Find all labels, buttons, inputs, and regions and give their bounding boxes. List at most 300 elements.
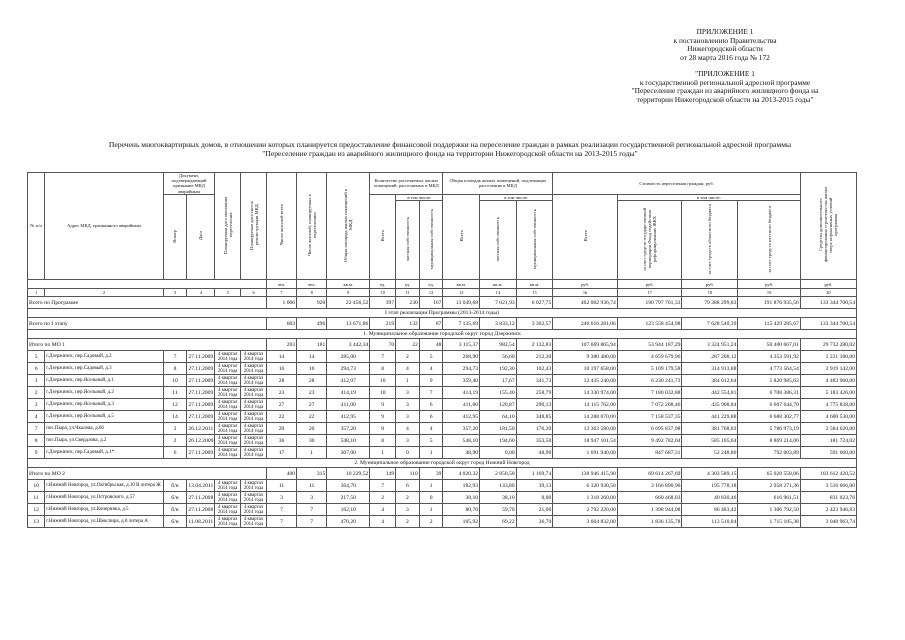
- row-planned-end: 4 квартал 2014 года: [215, 504, 241, 516]
- row-planned-demolition: 4 квартал 2014 года: [241, 423, 267, 435]
- program-total-row-value: 397: [370, 297, 396, 309]
- row-value: 195 778,18: [682, 480, 738, 492]
- row-doc-number: б/н: [163, 516, 187, 528]
- row-planned-demolition: 4 квартал 2014 года: [241, 363, 267, 375]
- row-value: 21,00: [516, 504, 553, 516]
- header-doc-number: Номер: [163, 194, 187, 279]
- header-area-private: частная собственность: [480, 201, 517, 280]
- row-planned-demolition: 4 квартал 2014 года: [241, 480, 267, 492]
- row-value: 217,50: [327, 492, 370, 504]
- row-value: 357,20: [327, 423, 370, 435]
- row-value: 3: [396, 387, 420, 399]
- row-value: 2: [396, 492, 420, 504]
- row-value: 48,90: [443, 447, 480, 459]
- row-value: 0,00: [480, 447, 517, 459]
- row-value: 7: [266, 504, 296, 516]
- mo1-total-row-value: 203: [266, 339, 296, 351]
- mo1-total-row-value: 982,54: [480, 339, 517, 351]
- row-value: 8 869 214,06: [738, 435, 800, 447]
- row-value: 5: [419, 435, 443, 447]
- row-value: 2: [396, 351, 420, 363]
- table-header: [28, 173, 857, 297]
- row-value: 20: [297, 423, 327, 435]
- mo2-title-row-title: 2. Муниципальное образование городской округ город Нижний Новгород: [28, 459, 857, 468]
- row-address: г.Нижний Новгород, ул.Островского, д.57: [45, 492, 163, 504]
- row-value: 8: [370, 435, 396, 447]
- row-number: 12: [28, 504, 45, 516]
- stage1-total-row-value: 603: [266, 318, 296, 330]
- row-value: 314 913,88: [682, 363, 738, 375]
- row-value: 1: [419, 480, 443, 492]
- row-value: 14: [297, 351, 327, 363]
- stage1-total-row-value: 7 628 540,39: [682, 318, 738, 330]
- row-planned-demolition: 4 квартал 2014 года: [241, 351, 267, 363]
- row-address: г.Нижний Новгород, ул.Октябрьская, д.10 В литера Ж: [45, 480, 163, 492]
- row-number: 4: [28, 411, 45, 423]
- row-value: 6 695 837,98: [617, 423, 682, 435]
- row-value: 7: [297, 516, 327, 528]
- row-value: 9: [370, 411, 396, 423]
- mo1-total-row: [28, 339, 857, 351]
- row-value: 7: [266, 516, 296, 528]
- row-value: 6: [419, 399, 443, 411]
- row-value: 4 773 564,54: [738, 363, 800, 375]
- row-value: 287 208,12: [682, 351, 738, 363]
- stage1-total-row-value: 246 616 281,06: [553, 318, 618, 330]
- row-address: г.Дзержинск, пер.Ясельный, д.3: [45, 399, 163, 411]
- row-value: 285,00: [327, 351, 370, 363]
- mo2-total-row-value: 69 614 267,69: [617, 468, 682, 480]
- column-index-cell: 14: [480, 289, 517, 297]
- row-planned-demolition: 4 квартал 2014 года: [241, 504, 267, 516]
- unit-cell: ед.: [370, 280, 396, 289]
- annex-top-line2: Нижегородской области: [687, 44, 763, 54]
- stage-title-row: [28, 309, 857, 318]
- program-total-row-value: 191 876 935,56: [738, 297, 800, 309]
- header-area-including: в том числе:: [480, 194, 553, 200]
- row-value: 64,10: [480, 411, 517, 423]
- row-value: 412,95: [327, 411, 370, 423]
- row-value: 2 423 946,83: [800, 504, 856, 516]
- row-address: г.Нижний Новгород, ул.Шекспира, д.8 литера А: [45, 516, 163, 528]
- mo1-total-row-value: 3 115,37: [443, 339, 480, 351]
- row-value: 268,90: [443, 351, 480, 363]
- column-index-cell: 1: [28, 289, 45, 297]
- row-doc-date: 26.12.2011: [187, 423, 215, 435]
- row-value: 22: [297, 411, 327, 423]
- row-value: 831 023,76: [800, 492, 856, 504]
- row-value: 3: [396, 435, 420, 447]
- row-value: 7 180 032,88: [617, 387, 682, 399]
- header-funds-group: Стоимость переселения граждан, руб.: [553, 173, 801, 195]
- mo1-title-row-title: 1. Муниципальное образование городской округ город Дзержинск: [28, 330, 857, 339]
- row-number: 7: [28, 423, 45, 435]
- row-doc-date: 27.11.2008: [187, 504, 215, 516]
- column-index-cell: 2: [45, 289, 163, 297]
- mo1-total-row-value: 3 442,34: [327, 339, 370, 351]
- stage-title-row-title: I этап реализации Программы (2013-2014 годы): [28, 309, 857, 318]
- program-total-row-value: 79 388 299,83: [682, 297, 738, 309]
- row-value: 38,10: [480, 492, 517, 504]
- row-doc-number: 8: [163, 363, 187, 375]
- header-residents-total: Число жителей всего: [266, 173, 296, 280]
- row-value: 1: [370, 447, 396, 459]
- row-value: 14 115 762,00: [553, 399, 618, 411]
- column-index-cell: 19: [738, 289, 800, 297]
- mo2-title-row: [28, 459, 857, 468]
- row-value: 120,87: [480, 399, 517, 411]
- row-value: 5 786 973,19: [738, 423, 800, 435]
- mo2-total-row-value: 138 946 415,90: [553, 468, 618, 480]
- column-index-cell: 20: [800, 289, 856, 297]
- row-doc-date: 26.12.2009: [187, 435, 215, 447]
- row-value: 9: [370, 399, 396, 411]
- column-index-cell: 17: [617, 289, 682, 297]
- row-value: 384 012,64: [682, 375, 738, 387]
- row-doc-date: 27.11.2009: [187, 351, 215, 363]
- row-value: 6 607 644,70: [738, 399, 800, 411]
- row-doc-date: 27.11.2009: [187, 375, 215, 387]
- column-index-cell: 7: [266, 289, 296, 297]
- header-residents-relocated: Число жителей, планируемых к переселению: [297, 173, 327, 280]
- header-doc-date: Дата: [187, 194, 215, 279]
- header-extra-funding: Средства дополнительного финансирования строительства жилья сверх нормативных условий программы: [800, 173, 856, 280]
- row-value: 9 380 480,00: [553, 351, 618, 363]
- row-value: 59,70: [480, 504, 517, 516]
- column-index-cell: 15: [516, 289, 553, 297]
- row-value: 548,10: [327, 435, 370, 447]
- annex-program-label: "ПРИЛОЖЕНИЕ 1: [695, 69, 755, 78]
- mo1-total-row-value: 2 132,83: [516, 339, 553, 351]
- row-value: 364,70: [327, 480, 370, 492]
- row-value: 8: [370, 363, 396, 375]
- row-value: 16: [297, 363, 327, 375]
- row-value: 792 003,89: [738, 447, 800, 459]
- row-address: г.Дзержинск, пер.Ясельный, д.1: [45, 375, 163, 387]
- unit-cell: кв.м.: [327, 280, 370, 289]
- row-value: 194,60: [480, 435, 517, 447]
- annex-program-line2: "Переселение граждан из аварийного жилищного фонда на: [631, 86, 819, 96]
- mo1-total-row-value: 70: [370, 339, 396, 351]
- row-doc-number: б/н: [163, 504, 187, 516]
- row-doc-number: б/н: [163, 480, 187, 492]
- row-doc-number: 2: [163, 435, 187, 447]
- table-row: [28, 375, 857, 387]
- table-row: [28, 363, 857, 375]
- header-funds-including: в том числе:: [617, 194, 800, 200]
- row-value: 7 158 537,35: [617, 411, 682, 423]
- row-value: 847 687,31: [617, 447, 682, 459]
- row-value: 23: [266, 387, 296, 399]
- row-value: 348,85: [516, 411, 553, 423]
- row-doc-date: 27.11.2008: [187, 492, 215, 504]
- row-doc-number: 6: [163, 447, 187, 459]
- row-value: 3: [297, 492, 327, 504]
- unit-cell: кв.м.: [516, 280, 553, 289]
- row-value: 5: [419, 351, 443, 363]
- row-number: 1: [28, 375, 45, 387]
- unit-cell: ед.: [396, 280, 420, 289]
- unit-cell: руб.: [682, 280, 738, 289]
- row-doc-number: 14: [163, 411, 187, 423]
- row-value: 2 958 271,36: [738, 480, 800, 492]
- row-planned-end: 4 квартал 2014 года: [215, 516, 241, 528]
- mo1-total-row-value: 29 732 280,02: [800, 339, 856, 351]
- row-value: 14 288 070,00: [553, 411, 618, 423]
- row-value: 1: [396, 375, 420, 387]
- row-address: пос.Пыра, ул.Чкалова, д.66: [45, 423, 163, 435]
- row-value: 8: [370, 423, 396, 435]
- stage1-total-row-value: 13 671,86: [327, 318, 370, 330]
- row-value: 290,13: [516, 399, 553, 411]
- header-num: № п/п: [28, 173, 45, 280]
- row-value: 3: [396, 411, 420, 423]
- row-value: 5 183 426,00: [800, 387, 856, 399]
- program-total-row-value: 6 027,75: [516, 297, 553, 309]
- mo2-total-row-value: 2 850,58: [480, 468, 517, 480]
- column-index-cell: 5: [215, 289, 241, 297]
- row-planned-demolition: 4 квартал 2014 года: [241, 447, 267, 459]
- table-row: [28, 387, 857, 399]
- stage1-total-row-value: 115 429 285,67: [738, 318, 800, 330]
- program-total-row-value: 133 344 700,54: [800, 297, 856, 309]
- row-value: 86 483,42: [682, 504, 738, 516]
- row-value: 2 584 620,00: [800, 423, 856, 435]
- unit-cell: чел.: [266, 280, 296, 289]
- row-number: 3: [28, 399, 45, 411]
- stage1-total-row-value: 87: [419, 318, 443, 330]
- row-value: 28: [266, 375, 296, 387]
- row-value: 4: [370, 516, 396, 528]
- header-area-total: Общая площадь жилых помещений в МКД: [327, 173, 370, 280]
- mo1-total-row-value: 107 669 865,94: [553, 339, 618, 351]
- row-planned-end: 4 квартал 2014 года: [215, 399, 241, 411]
- mo1-total-row-label: Итого по МО 1: [28, 339, 267, 351]
- row-value: 36: [266, 435, 296, 447]
- table-row: [28, 423, 857, 435]
- row-planned-end: 4 квартал 2014 года: [215, 387, 241, 399]
- row-address: г.Дзержинск, пер.Ясельный, д.2: [45, 387, 163, 399]
- row-value: 28: [297, 375, 327, 387]
- row-value: 6 230 241,73: [617, 375, 682, 387]
- row-planned-end: 4 квартал 2014 года: [215, 480, 241, 492]
- row-value: 4: [396, 363, 420, 375]
- row-planned-demolition: 4 квартал 2014 года: [241, 516, 267, 528]
- row-value: 353,50: [516, 435, 553, 447]
- row-value: 102,43: [516, 363, 553, 375]
- table-body: [28, 297, 857, 528]
- row-value: 341,73: [516, 375, 553, 387]
- units-spacer: [28, 280, 267, 289]
- row-doc-date: 27.11.2009: [187, 447, 215, 459]
- row-value: 7: [370, 351, 396, 363]
- row-doc-number: б/н: [163, 492, 187, 504]
- header-rooms-municipal: муниципальная собственность: [419, 201, 443, 280]
- row-value: 3: [396, 504, 420, 516]
- stage1-total-row-value: 133 344 700,54: [800, 318, 856, 330]
- row-planned-demolition: 4 квартал 2014 года: [241, 375, 267, 387]
- row-doc-date: 27.11.2009: [187, 387, 215, 399]
- row-value: 2: [370, 492, 396, 504]
- column-index-cell: 12: [419, 289, 443, 297]
- column-index-cell: 9: [327, 289, 370, 297]
- row-value: 14 330 974,00: [553, 387, 618, 399]
- row-number: 8: [28, 435, 45, 447]
- column-index-cell: 8: [297, 289, 327, 297]
- units-row: [28, 280, 857, 289]
- row-value: 192,30: [480, 363, 517, 375]
- row-doc-date: 27.11.2009: [187, 411, 215, 423]
- row-doc-date: 11.08.2011: [187, 516, 215, 528]
- stage1-total-row-value: 7 135,69: [443, 318, 480, 330]
- column-index-row: [28, 289, 857, 297]
- program-total-row-value: 7 021,93: [480, 297, 517, 309]
- row-value: 155,40: [480, 387, 517, 399]
- row-address: пос.Пыра, ул.Свердлова, д.2: [45, 435, 163, 447]
- stage1-total-row-label: Всего по I этапу: [28, 318, 267, 330]
- row-value: 27: [297, 399, 327, 411]
- row-number: 9: [28, 447, 45, 459]
- row-value: 162,10: [327, 504, 370, 516]
- mo2-total-row-value: 149: [370, 468, 396, 480]
- row-number: 5: [28, 351, 45, 363]
- annex-top-line3: от 28 марта 2016 года № 172: [680, 52, 770, 62]
- row-value: 4: [419, 363, 443, 375]
- row-value: 48,90: [516, 447, 553, 459]
- row-value: 181 724,02: [800, 435, 856, 447]
- row-value: 7: [419, 387, 443, 399]
- row-value: 660 468,03: [617, 492, 682, 504]
- row-value: 9: [419, 375, 443, 387]
- header-funds-local: за счет средств местного бюджета: [738, 201, 800, 280]
- stage1-total-row-value: 132: [396, 318, 420, 330]
- row-value: 182,93: [443, 480, 480, 492]
- row-planned-end: 4 квартал 2014 года: [215, 351, 241, 363]
- mo2-total-row-value: 1 169,74: [516, 468, 553, 480]
- row-planned-end: 4 квартал 2014 года: [215, 411, 241, 423]
- row-value: 616 961,51: [738, 492, 800, 504]
- row-value: 294,73: [443, 363, 480, 375]
- column-index-cell: 18: [682, 289, 738, 297]
- mo1-total-row-value: 3 324 951,24: [682, 339, 738, 351]
- column-index-cell: 10: [370, 289, 396, 297]
- row-value: 3 664 832,00: [553, 516, 618, 528]
- row-value: 10: [370, 387, 396, 399]
- row-value: 357,20: [443, 423, 480, 435]
- row-value: 9 492 782,04: [617, 435, 682, 447]
- unit-cell: кв.м.: [480, 280, 517, 289]
- row-value: 212,30: [516, 351, 553, 363]
- header-rooms-including: в том числе:: [396, 194, 443, 200]
- mo1-total-row-value: 50 400 667,01: [738, 339, 800, 351]
- row-value: 23: [297, 387, 327, 399]
- row-doc-date: 13.04.2011: [187, 480, 215, 492]
- row-value: 12 435 240,00: [553, 375, 618, 387]
- row-value: 1 221 180,00: [800, 351, 856, 363]
- row-planned-demolition: 4 квартал 2014 года: [241, 399, 267, 411]
- document-title-line2: "Переселение граждан из аварийного жилищного фонда на территории Нижегородской области на 2013-2015 годы": [262, 149, 638, 158]
- stage1-total-row-value: 3 833,12: [480, 318, 517, 330]
- annex-top-line1: к постановлению Правительства: [673, 35, 777, 45]
- column-index-cell: 6: [241, 289, 267, 297]
- row-planned-demolition: 4 квартал 2014 года: [241, 492, 267, 504]
- row-value: 56,60: [480, 351, 517, 363]
- row-value: 412,95: [443, 411, 480, 423]
- row-planned-demolition: 4 квартал 2014 года: [241, 435, 267, 447]
- unit-cell: руб.: [553, 280, 618, 289]
- row-value: 20: [266, 423, 296, 435]
- mo2-total-row-value: 400: [266, 468, 296, 480]
- row-doc-date: 27.11.2009: [187, 399, 215, 411]
- row-value: 591 660,00: [800, 447, 856, 459]
- row-address: г.Дзержинск, пер.Садовый, д.1*: [45, 447, 163, 459]
- row-value: 0: [396, 447, 420, 459]
- unit-cell: руб.: [800, 280, 856, 289]
- row-value: 4 483 960,00: [800, 375, 856, 387]
- row-address: г.Нижний Новгород, ул.Коперника, д.5: [45, 504, 163, 516]
- mo2-total-row-value: 110: [396, 468, 420, 480]
- row-value: 113 510,84: [682, 516, 738, 528]
- row-value: 1: [297, 447, 327, 459]
- header-rooms-total: Всего: [370, 194, 396, 279]
- header-funds-fund: за счет средств государственной корпорации Фонд содействия реформированию ЖКХ: [617, 201, 682, 280]
- program-total-row-value: 920: [297, 297, 327, 309]
- annex-top: [600, 28, 850, 62]
- row-value: 14: [266, 351, 296, 363]
- mo2-total-row-value: 10 229,52: [327, 468, 370, 480]
- row-value: 3: [266, 492, 296, 504]
- row-doc-number: 12: [163, 399, 187, 411]
- row-value: 7: [297, 504, 327, 516]
- column-index-cell: 4: [187, 289, 215, 297]
- program-total-row: [28, 297, 857, 309]
- row-address: г.Дзержинск, пер.Садовый, д.3: [45, 363, 163, 375]
- row-value: 11: [266, 480, 296, 492]
- row-value: 11: [297, 480, 327, 492]
- row-value: 585 105,64: [682, 435, 738, 447]
- row-value: 1: [419, 504, 443, 516]
- row-value: 3 516 666,00: [800, 480, 856, 492]
- row-value: 40 830,46: [682, 492, 738, 504]
- mo1-total-row-value: 53 944 187,29: [617, 339, 682, 351]
- stage1-total-row-value: 496: [297, 318, 327, 330]
- unit-cell: руб.: [617, 280, 682, 289]
- unit-cell: руб.: [738, 280, 800, 289]
- row-value: 22: [266, 411, 296, 423]
- row-value: 2: [419, 516, 443, 528]
- mo1-total-row-value: 22: [396, 339, 420, 351]
- header-funds-total: Всего: [553, 194, 618, 279]
- mo2-total-row-value: 4 303 589,15: [682, 468, 738, 480]
- row-value: 4: [370, 504, 396, 516]
- row-value: 143,80: [480, 480, 517, 492]
- row-value: 39,13: [516, 480, 553, 492]
- row-number: 10: [28, 480, 45, 492]
- program-total-row-value: 230: [396, 297, 420, 309]
- row-value: 1 318 260,00: [553, 492, 618, 504]
- row-address: г.Дзержинск, пер.Садовый, д.2: [45, 351, 163, 363]
- program-total-row-value: 13 049,68: [443, 297, 480, 309]
- mo2-total-row: [28, 468, 857, 480]
- table-row: [28, 480, 857, 492]
- row-address: г.Дзержинск, пер.Ясельный, д.5: [45, 411, 163, 423]
- row-value: 435 908,84: [682, 399, 738, 411]
- row-value: 3 919 142,00: [800, 363, 856, 375]
- row-value: 1 715 185,38: [738, 516, 800, 528]
- row-number: 13: [28, 516, 45, 528]
- table-row: [28, 504, 857, 516]
- row-value: 411,00: [327, 399, 370, 411]
